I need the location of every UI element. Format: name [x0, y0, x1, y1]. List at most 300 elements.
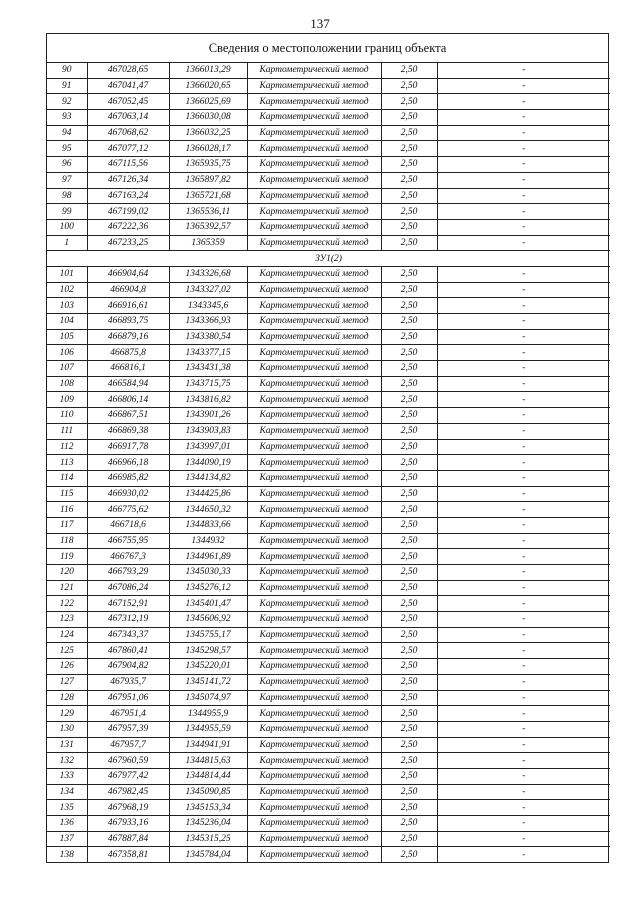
method-cell: Картометрический метод — [247, 831, 381, 847]
table-row — [47, 690, 610, 706]
table-row — [47, 800, 610, 816]
point-number-cell: 125 — [47, 643, 87, 659]
method-cell: Картометрический метод — [247, 408, 381, 424]
description-cell: - — [437, 753, 610, 769]
description-cell: - — [437, 800, 610, 816]
point-number-cell: 121 — [47, 580, 87, 596]
x-coordinate-cell: 466867,51 — [87, 408, 169, 424]
y-coordinate-cell: 1344932 — [169, 533, 247, 549]
accuracy-cell: 2,50 — [381, 94, 437, 110]
x-coordinate-cell: 467933,16 — [87, 816, 169, 832]
table-row — [47, 816, 610, 832]
description-cell: - — [437, 831, 610, 847]
point-number-cell: 92 — [47, 94, 87, 110]
y-coordinate-cell: 1365536,11 — [169, 204, 247, 220]
description-cell: - — [437, 329, 610, 345]
description-cell: - — [437, 596, 610, 612]
description-cell: - — [437, 392, 610, 408]
description-cell: - — [437, 439, 610, 455]
x-coordinate-cell: 466917,78 — [87, 439, 169, 455]
description-cell: - — [437, 784, 610, 800]
point-number-cell: 116 — [47, 502, 87, 518]
accuracy-cell: 2,50 — [381, 565, 437, 581]
accuracy-cell: 2,50 — [381, 314, 437, 330]
method-cell: Картометрический метод — [247, 110, 381, 126]
method-cell: Картометрический метод — [247, 706, 381, 722]
description-cell: - — [437, 408, 610, 424]
method-cell: Картометрический метод — [247, 141, 381, 157]
x-coordinate-cell: 466775,62 — [87, 502, 169, 518]
x-coordinate-cell: 467860,41 — [87, 643, 169, 659]
x-coordinate-cell: 467152,91 — [87, 596, 169, 612]
point-number-cell: 103 — [47, 298, 87, 314]
y-coordinate-cell: 1344814,44 — [169, 768, 247, 784]
description-cell: - — [437, 455, 610, 471]
y-coordinate-cell: 1344425,86 — [169, 486, 247, 502]
table-row — [47, 235, 610, 251]
y-coordinate-cell: 1345153,34 — [169, 800, 247, 816]
description-cell: - — [437, 361, 610, 377]
accuracy-cell: 2,50 — [381, 596, 437, 612]
accuracy-cell: 2,50 — [381, 470, 437, 486]
table-row — [47, 157, 610, 173]
description-cell: - — [437, 580, 610, 596]
point-number-cell: 131 — [47, 737, 87, 753]
point-number-cell: 133 — [47, 768, 87, 784]
x-coordinate-cell: 467951,4 — [87, 706, 169, 722]
description-cell: - — [437, 78, 610, 94]
table-row — [47, 784, 610, 800]
y-coordinate-cell: 1345606,92 — [169, 612, 247, 628]
accuracy-cell: 2,50 — [381, 125, 437, 141]
table-title: Сведения о местоположении границ объекта — [47, 34, 608, 63]
x-coordinate-cell: 467968,19 — [87, 800, 169, 816]
x-coordinate-cell: 467063,14 — [87, 110, 169, 126]
accuracy-cell: 2,50 — [381, 361, 437, 377]
y-coordinate-cell: 1345298,57 — [169, 643, 247, 659]
method-cell: Картометрический метод — [247, 470, 381, 486]
y-coordinate-cell: 1365897,82 — [169, 172, 247, 188]
accuracy-cell: 2,50 — [381, 768, 437, 784]
method-cell: Картометрический метод — [247, 627, 381, 643]
y-coordinate-cell: 1366013,29 — [169, 63, 247, 78]
point-number-cell: 93 — [47, 110, 87, 126]
table-row — [47, 517, 610, 533]
y-coordinate-cell: 1344961,89 — [169, 549, 247, 565]
table-row — [47, 188, 610, 204]
point-number-cell: 100 — [47, 219, 87, 235]
y-coordinate-cell: 1345784,04 — [169, 847, 247, 862]
point-number-cell: 1 — [47, 235, 87, 251]
y-coordinate-cell: 1366032,25 — [169, 125, 247, 141]
accuracy-cell: 2,50 — [381, 580, 437, 596]
method-cell: Картометрический метод — [247, 549, 381, 565]
point-number-cell: 112 — [47, 439, 87, 455]
method-cell: Картометрический метод — [247, 721, 381, 737]
y-coordinate-cell: 1343327,02 — [169, 282, 247, 298]
accuracy-cell: 2,50 — [381, 627, 437, 643]
point-number-cell: 124 — [47, 627, 87, 643]
x-coordinate-cell: 466966,18 — [87, 455, 169, 471]
y-coordinate-cell: 1345141,72 — [169, 674, 247, 690]
point-number-cell: 118 — [47, 533, 87, 549]
y-coordinate-cell: 1343380,54 — [169, 329, 247, 345]
point-number-cell: 107 — [47, 361, 87, 377]
accuracy-cell: 2,50 — [381, 847, 437, 862]
table-row — [47, 63, 610, 78]
x-coordinate-cell: 466584,94 — [87, 376, 169, 392]
point-number-cell: 115 — [47, 486, 87, 502]
accuracy-cell: 2,50 — [381, 643, 437, 659]
y-coordinate-cell: 1345030,33 — [169, 565, 247, 581]
description-cell: - — [437, 125, 610, 141]
accuracy-cell: 2,50 — [381, 502, 437, 518]
description-cell: - — [437, 172, 610, 188]
y-coordinate-cell: 1344955,59 — [169, 721, 247, 737]
method-cell: Картометрический метод — [247, 298, 381, 314]
y-coordinate-cell: 1344833,66 — [169, 517, 247, 533]
table-row — [47, 674, 610, 690]
table-row — [47, 219, 610, 235]
method-cell: Картометрический метод — [247, 204, 381, 220]
y-coordinate-cell: 1343901,26 — [169, 408, 247, 424]
point-number-cell: 97 — [47, 172, 87, 188]
x-coordinate-cell: 466930,02 — [87, 486, 169, 502]
accuracy-cell: 2,50 — [381, 533, 437, 549]
accuracy-cell: 2,50 — [381, 266, 437, 282]
method-cell: Картометрический метод — [247, 314, 381, 330]
x-coordinate-cell: 466718,6 — [87, 517, 169, 533]
accuracy-cell: 2,50 — [381, 219, 437, 235]
description-cell: - — [437, 533, 610, 549]
description-cell: - — [437, 141, 610, 157]
accuracy-cell: 2,50 — [381, 455, 437, 471]
table-row — [47, 549, 610, 565]
accuracy-cell: 2,50 — [381, 282, 437, 298]
y-coordinate-cell: 1366030,08 — [169, 110, 247, 126]
x-coordinate-cell: 467960,59 — [87, 753, 169, 769]
point-number-cell: 120 — [47, 565, 87, 581]
point-number-cell: 136 — [47, 816, 87, 832]
y-coordinate-cell: 1344134,82 — [169, 470, 247, 486]
table-row — [47, 768, 610, 784]
description-cell: - — [437, 486, 610, 502]
x-coordinate-cell: 466806,14 — [87, 392, 169, 408]
y-coordinate-cell: 1343816,82 — [169, 392, 247, 408]
method-cell: Картометрический метод — [247, 361, 381, 377]
method-cell: Картометрический метод — [247, 235, 381, 251]
x-coordinate-cell: 466904,64 — [87, 266, 169, 282]
description-cell: - — [437, 627, 610, 643]
y-coordinate-cell: 1345090,85 — [169, 784, 247, 800]
table-row — [47, 737, 610, 753]
accuracy-cell: 2,50 — [381, 392, 437, 408]
accuracy-cell: 2,50 — [381, 63, 437, 78]
method-cell: Картометрический метод — [247, 596, 381, 612]
point-number-cell: 106 — [47, 345, 87, 361]
x-coordinate-cell: 467233,25 — [87, 235, 169, 251]
point-number-cell: 95 — [47, 141, 87, 157]
table-row — [47, 282, 610, 298]
table-row — [47, 314, 610, 330]
table-row — [47, 110, 610, 126]
x-coordinate-cell: 467126,34 — [87, 172, 169, 188]
table-row — [47, 643, 610, 659]
description-cell: - — [437, 549, 610, 565]
accuracy-cell: 2,50 — [381, 659, 437, 675]
accuracy-cell: 2,50 — [381, 141, 437, 157]
table-row — [47, 141, 610, 157]
x-coordinate-cell: 467222,36 — [87, 219, 169, 235]
y-coordinate-cell: 1343903,83 — [169, 423, 247, 439]
point-number-cell: 102 — [47, 282, 87, 298]
accuracy-cell: 2,50 — [381, 706, 437, 722]
accuracy-cell: 2,50 — [381, 408, 437, 424]
method-cell: Картометрический метод — [247, 517, 381, 533]
table-row — [47, 298, 610, 314]
accuracy-cell: 2,50 — [381, 517, 437, 533]
table-row — [47, 125, 610, 141]
point-number-cell: 114 — [47, 470, 87, 486]
method-cell: Картометрический метод — [247, 78, 381, 94]
method-cell: Картометрический метод — [247, 266, 381, 282]
description-cell: - — [437, 502, 610, 518]
x-coordinate-cell: 466879,16 — [87, 329, 169, 345]
x-coordinate-cell: 467982,45 — [87, 784, 169, 800]
coordinates-table — [47, 63, 610, 862]
point-number-cell: 119 — [47, 549, 87, 565]
point-number-cell: 98 — [47, 188, 87, 204]
y-coordinate-cell: 1365359 — [169, 235, 247, 251]
method-cell: Картометрический метод — [247, 455, 381, 471]
description-cell: - — [437, 706, 610, 722]
x-coordinate-cell: 467358,81 — [87, 847, 169, 862]
point-number-cell: 138 — [47, 847, 87, 862]
accuracy-cell: 2,50 — [381, 549, 437, 565]
point-number-cell: 122 — [47, 596, 87, 612]
x-coordinate-cell: 467163,24 — [87, 188, 169, 204]
point-number-cell: 101 — [47, 266, 87, 282]
table-row — [47, 376, 610, 392]
description-cell: - — [437, 721, 610, 737]
accuracy-cell: 2,50 — [381, 737, 437, 753]
description-cell: - — [437, 423, 610, 439]
point-number-cell: 109 — [47, 392, 87, 408]
accuracy-cell: 2,50 — [381, 439, 437, 455]
table-row — [47, 78, 610, 94]
description-cell: - — [437, 737, 610, 753]
table-row — [47, 565, 610, 581]
accuracy-cell: 2,50 — [381, 753, 437, 769]
accuracy-cell: 2,50 — [381, 235, 437, 251]
x-coordinate-cell: 466793,29 — [87, 565, 169, 581]
point-number-cell: 127 — [47, 674, 87, 690]
accuracy-cell: 2,50 — [381, 800, 437, 816]
description-cell: - — [437, 345, 610, 361]
x-coordinate-cell: 467052,45 — [87, 94, 169, 110]
y-coordinate-cell: 1343997,01 — [169, 439, 247, 455]
method-cell: Картометрический метод — [247, 753, 381, 769]
method-cell: Картометрический метод — [247, 580, 381, 596]
table-row — [47, 753, 610, 769]
x-coordinate-cell: 467312,19 — [87, 612, 169, 628]
x-coordinate-cell: 467951,06 — [87, 690, 169, 706]
y-coordinate-cell: 1366020,65 — [169, 78, 247, 94]
point-number-cell: 105 — [47, 329, 87, 345]
x-coordinate-cell: 467957,39 — [87, 721, 169, 737]
x-coordinate-cell: 467199,02 — [87, 204, 169, 220]
accuracy-cell: 2,50 — [381, 110, 437, 126]
description-cell: - — [437, 63, 610, 78]
y-coordinate-cell: 1343377,15 — [169, 345, 247, 361]
y-coordinate-cell: 1345401,47 — [169, 596, 247, 612]
x-coordinate-cell: 467115,56 — [87, 157, 169, 173]
accuracy-cell: 2,50 — [381, 329, 437, 345]
x-coordinate-cell: 467887,84 — [87, 831, 169, 847]
table-row — [47, 204, 610, 220]
point-number-cell: 123 — [47, 612, 87, 628]
x-coordinate-cell: 466875,8 — [87, 345, 169, 361]
method-cell: Картометрический метод — [247, 690, 381, 706]
accuracy-cell: 2,50 — [381, 78, 437, 94]
method-cell: Картометрический метод — [247, 172, 381, 188]
y-coordinate-cell: 1365392,57 — [169, 219, 247, 235]
y-coordinate-cell: 1366028,17 — [169, 141, 247, 157]
table-row — [47, 706, 610, 722]
method-cell: Картометрический метод — [247, 784, 381, 800]
x-coordinate-cell: 466985,82 — [87, 470, 169, 486]
x-coordinate-cell: 467977,42 — [87, 768, 169, 784]
y-coordinate-cell: 1344955,9 — [169, 706, 247, 722]
y-coordinate-cell: 1344090,19 — [169, 455, 247, 471]
point-number-cell: 94 — [47, 125, 87, 141]
table-row — [47, 470, 610, 486]
method-cell: Картометрический метод — [247, 800, 381, 816]
point-number-cell: 111 — [47, 423, 87, 439]
method-cell: Картометрический метод — [247, 94, 381, 110]
point-number-cell: 113 — [47, 455, 87, 471]
accuracy-cell: 2,50 — [381, 612, 437, 628]
description-cell: - — [437, 219, 610, 235]
x-coordinate-cell: 466816,1 — [87, 361, 169, 377]
x-coordinate-cell: 467077,12 — [87, 141, 169, 157]
accuracy-cell: 2,50 — [381, 816, 437, 832]
method-cell: Картометрический метод — [247, 565, 381, 581]
point-number-cell: 129 — [47, 706, 87, 722]
table-row — [47, 502, 610, 518]
description-cell: - — [437, 565, 610, 581]
y-coordinate-cell: 1344941,91 — [169, 737, 247, 753]
description-cell: - — [437, 643, 610, 659]
y-coordinate-cell: 1343326,68 — [169, 266, 247, 282]
method-cell: Картометрический метод — [247, 423, 381, 439]
x-coordinate-cell: 466916,61 — [87, 298, 169, 314]
description-cell: - — [437, 612, 610, 628]
table-row — [47, 847, 610, 862]
x-coordinate-cell: 466755,95 — [87, 533, 169, 549]
y-coordinate-cell: 1345236,04 — [169, 816, 247, 832]
method-cell: Картометрический метод — [247, 768, 381, 784]
y-coordinate-cell: 1343366,93 — [169, 314, 247, 330]
y-coordinate-cell: 1345074,97 — [169, 690, 247, 706]
method-cell: Картометрический метод — [247, 63, 381, 78]
method-cell: Картометрический метод — [247, 157, 381, 173]
accuracy-cell: 2,50 — [381, 486, 437, 502]
point-number-cell: 96 — [47, 157, 87, 173]
y-coordinate-cell: 1343431,38 — [169, 361, 247, 377]
description-cell: - — [437, 690, 610, 706]
description-cell: - — [437, 376, 610, 392]
method-cell: Картометрический метод — [247, 816, 381, 832]
description-cell: - — [437, 235, 610, 251]
point-number-cell: 132 — [47, 753, 87, 769]
accuracy-cell: 2,50 — [381, 690, 437, 706]
description-cell: - — [437, 517, 610, 533]
description-cell: - — [437, 282, 610, 298]
accuracy-cell: 2,50 — [381, 345, 437, 361]
table-row — [47, 345, 610, 361]
description-cell: - — [437, 110, 610, 126]
table-row — [47, 721, 610, 737]
y-coordinate-cell: 1345315,25 — [169, 831, 247, 847]
accuracy-cell: 2,50 — [381, 188, 437, 204]
accuracy-cell: 2,50 — [381, 674, 437, 690]
table-row — [47, 831, 610, 847]
point-number-cell: 108 — [47, 376, 87, 392]
table-row — [47, 627, 610, 643]
table-row — [47, 423, 610, 439]
description-cell: - — [437, 204, 610, 220]
table-row — [47, 659, 610, 675]
table-row — [47, 329, 610, 345]
description-cell: - — [437, 157, 610, 173]
point-number-cell: 135 — [47, 800, 87, 816]
x-coordinate-cell: 467957,7 — [87, 737, 169, 753]
table-row — [47, 580, 610, 596]
y-coordinate-cell: 1345755,17 — [169, 627, 247, 643]
x-coordinate-cell: 467086,24 — [87, 580, 169, 596]
point-number-cell: 128 — [47, 690, 87, 706]
point-number-cell: 90 — [47, 63, 87, 78]
point-number-cell: 110 — [47, 408, 87, 424]
point-number-cell: 134 — [47, 784, 87, 800]
y-coordinate-cell: 1343345,6 — [169, 298, 247, 314]
accuracy-cell: 2,50 — [381, 298, 437, 314]
method-cell: Картометрический метод — [247, 392, 381, 408]
accuracy-cell: 2,50 — [381, 376, 437, 392]
point-number-cell: 137 — [47, 831, 87, 847]
page-number: 137 — [310, 16, 330, 31]
table-row — [47, 533, 610, 549]
method-cell: Картометрический метод — [247, 674, 381, 690]
description-cell: - — [437, 847, 610, 862]
x-coordinate-cell: 467935,7 — [87, 674, 169, 690]
description-cell: - — [437, 768, 610, 784]
x-coordinate-cell: 466767,3 — [87, 549, 169, 565]
y-coordinate-cell: 1344815,63 — [169, 753, 247, 769]
description-cell: - — [437, 674, 610, 690]
point-number-cell: 91 — [47, 78, 87, 94]
method-cell: Картометрический метод — [247, 376, 381, 392]
method-cell: Картометрический метод — [247, 847, 381, 862]
boundary-table-frame — [46, 33, 609, 863]
description-cell: - — [437, 188, 610, 204]
method-cell: Картометрический метод — [247, 125, 381, 141]
table-row — [47, 392, 610, 408]
x-coordinate-cell: 467068,62 — [87, 125, 169, 141]
description-cell: - — [437, 816, 610, 832]
table-row — [47, 439, 610, 455]
